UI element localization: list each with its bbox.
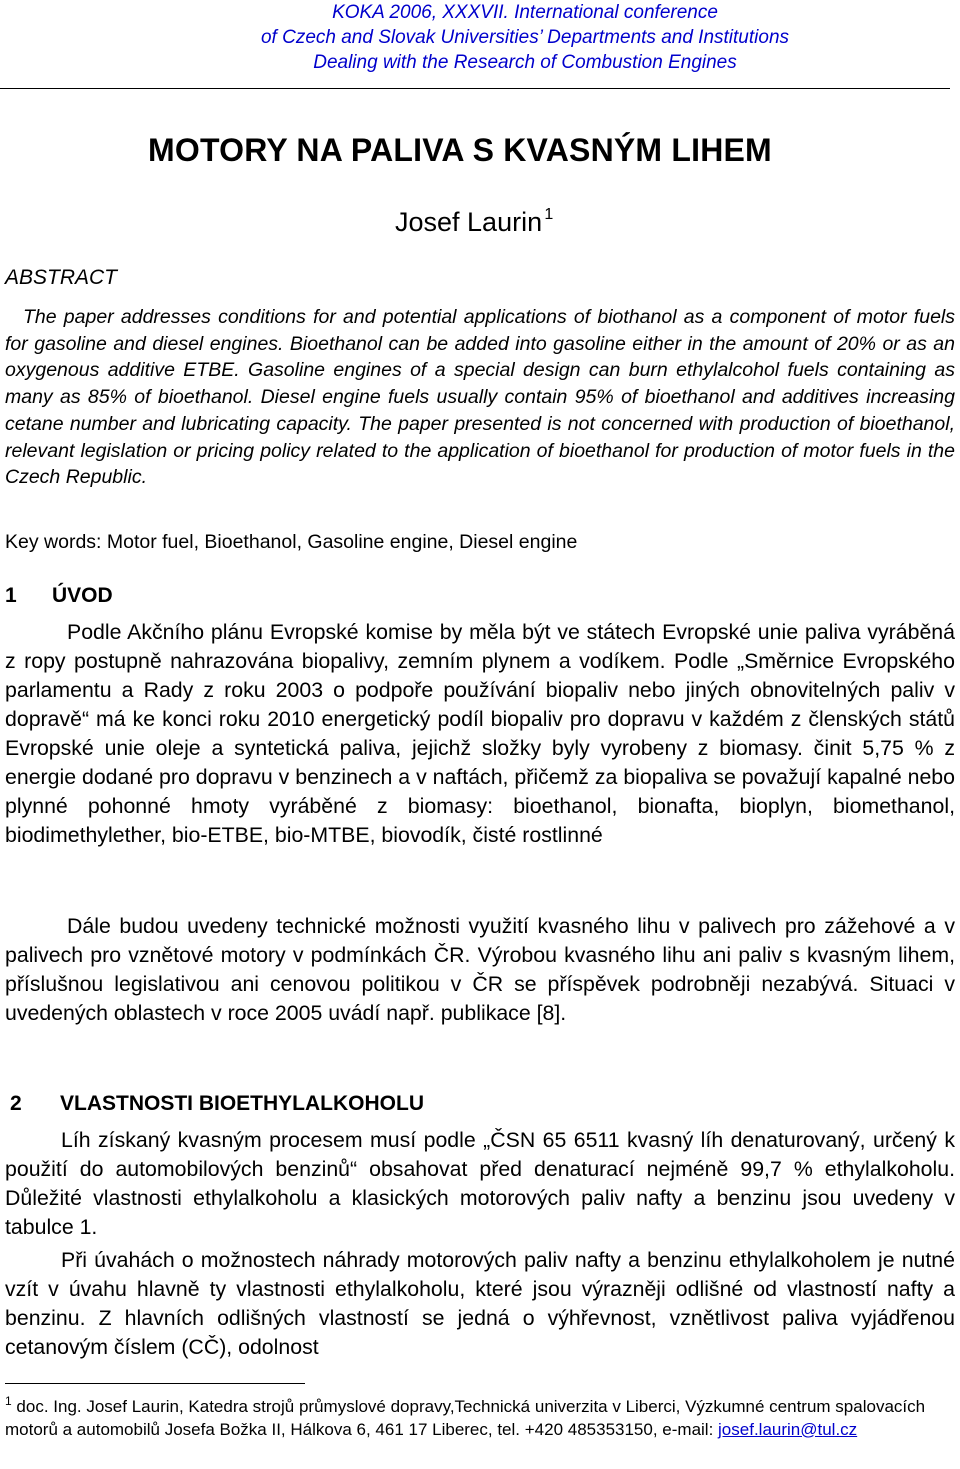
body-paragraph: Dále budou uvedeny technické možnosti využití kvasného lihu v palivech pro zážehové a v palivech pro vznětové motory v podmínkách ČR. Výrobou kvasného lihu ani paliv s kvasným lihem, příslušnou legislativou ani cenovou politikou v ČR se příspěvek podrobněji nezabývá. Situaci v uvedených oblastech v roce 2005 uvádí např. publikace [8]. xyxy=(5,914,955,1025)
keywords: Key words: Motor fuel, Bioethanol, Gasoline engine, Diesel engine xyxy=(5,531,578,553)
header-divider xyxy=(0,88,950,89)
author-footnote-mark: 1 xyxy=(544,206,554,223)
footnote-mark: 1 xyxy=(5,1394,12,1408)
section-heading-vlastnosti xyxy=(10,1092,424,1116)
paper-title: MOTORY NA PALIVA S KVASNÝM LIHEM xyxy=(148,132,772,168)
author-name: Josef Laurin xyxy=(395,207,543,237)
section-title: ÚVOD xyxy=(52,584,113,607)
abstract-heading: ABSTRACT xyxy=(5,266,118,289)
conference-header xyxy=(0,0,960,75)
body-paragraph: Líh získaný kvasným procesem musí podle „ČSN 65 6511 kvasný líh denaturovaný, určený k použití do automobilových benzinů“ obsahovat před denaturací nejméně 99,7 % ethylalkoholu. Důležité vlastnosti ethylalkoholu a klasických motorových paliv nafty a benzinu jsou uvedeny v tabulce 1. xyxy=(5,1128,955,1239)
footnote-text: doc. Ing. Josef Laurin, Katedra strojů průmyslové dopravy,Technická univerzita v Liberci, Výzkumné centrum spalovacích motorů a automobilů Josefa Božka II, Hálkova 6, 461 17 Liberec, tel. +420 485353150, e-mail: xyxy=(5,1397,926,1439)
abstract-text: The paper addresses conditions for and potential applications of biothanol as a component of motor fuels for gasoline and diesel engines. Bioethanol can be added into gasoline either in the amount of 20% or as an oxygenous additive ETBE. Gasoline engines of a special design can burn ethylalcohol fuels containing as many as 85% of bioethanol. Diesel engine fuels usually contain 95% of bioethanol and additives increasing cetane number and lubricating capacity. The paper presented is not concerned with production of bioethanol, relevant legislation or pricing policy related to the application of bioethanol for production of motor fuels in the Czech Republic. xyxy=(5,306,955,489)
body-paragraph: Podle Akčního plánu Evropské komise by měla být ve státech Evropské unie paliva vyráběná z ropy postupně nahrazována biopalivy, zemním plynem a vodíkem. Podle „Směrnice Evropského parlamentu a Rady z roku 2003 o podpoře používání biopaliv nebo jiných obnovitelných paliv v dopravě“ má ke konci roku 2010 energetický podíl biopaliv pro dopravu v každém z členských států Evropské unie oleje a syntetická paliva, jejichž složky byly vyrobeny z biomasy. činit 5,75 % z energie dodané pro dopravu v benzinech a v naftách, přičemž za biopaliva se považují kapalné nebo plynné pohonné hmoty vyráběné z biomasy: bioethanol, bionafta, bioplyn, biomethanol, biodimethylether, bio-ETBE, bio-MTBE, biovodík, čisté rostlinné xyxy=(5,620,955,847)
footnote xyxy=(5,1390,955,1441)
body-paragraph: Při úvahách o možnostech náhrady motorových paliv nafty a benzinu ethylalkoholem je nutné vzít v úvahu hlavně ty vlastnosti ethylalkoholu, které jsou výrazněji odlišné od vlastností nafty a benzinu. Z hlavních odlišných vlastností se jedná o výhřevnost, vznětlivost paliva vyjádřenou cetanovým číslem (CČ), odolnost xyxy=(5,1248,955,1359)
section-number: 2 xyxy=(10,1092,22,1115)
header-line-1: KOKA 2006, XXXVII. International conference xyxy=(332,2,718,23)
author xyxy=(395,206,553,238)
section-title: VLASTNOSTI BIOETHYLALKOHOLU xyxy=(60,1092,424,1115)
header-line-2: of Czech and Slovak Universities’ Departments and Institutions xyxy=(260,27,790,48)
footnote-divider xyxy=(5,1383,305,1384)
email-link[interactable]: josef.laurin@tul.cz xyxy=(718,1419,858,1439)
section-heading-uvod xyxy=(5,584,113,608)
header-line-3: Dealing with the Research of Combustion Engines xyxy=(313,52,737,73)
section-number: 1 xyxy=(5,584,17,607)
